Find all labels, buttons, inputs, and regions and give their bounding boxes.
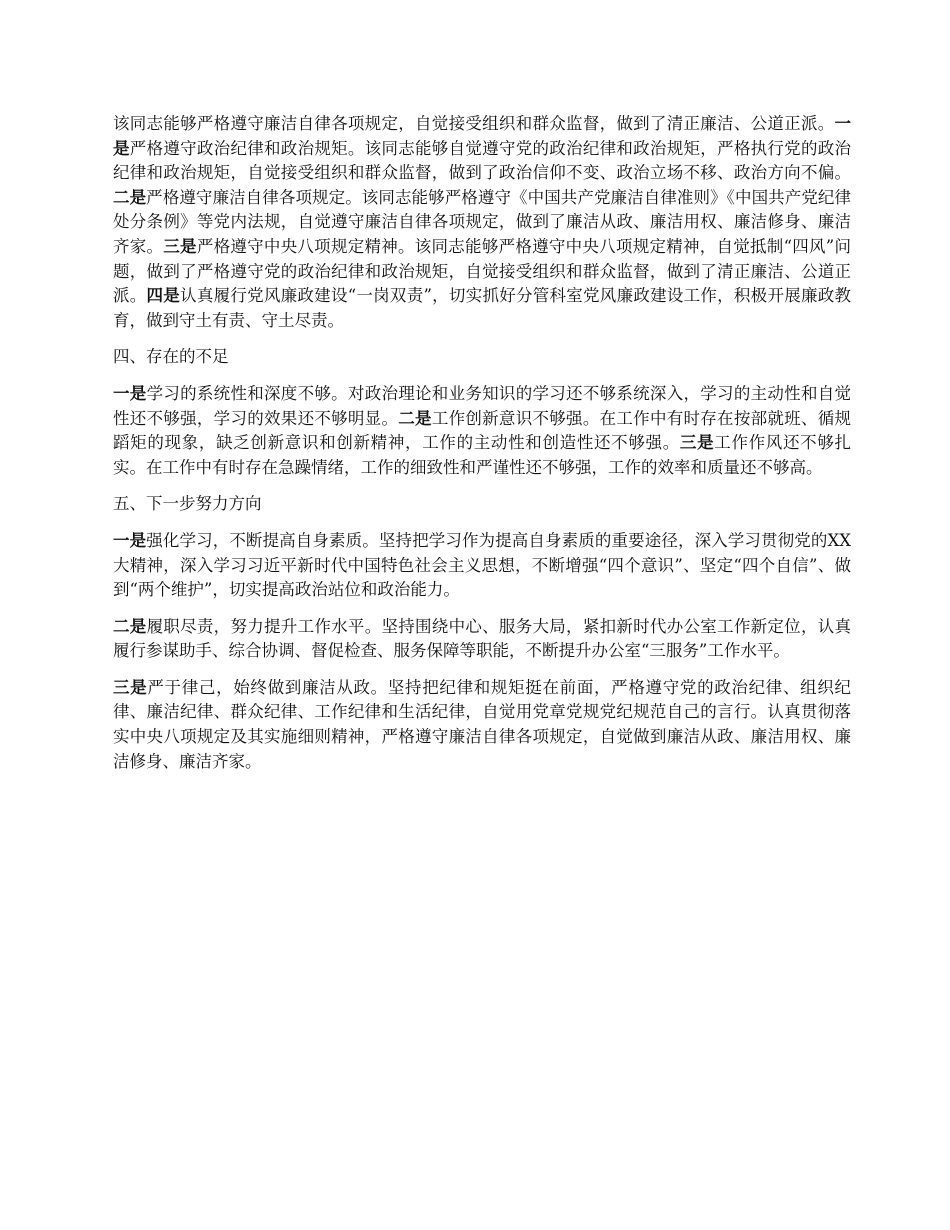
point-marker-1: 一是 bbox=[113, 383, 147, 403]
point-marker: 三是 bbox=[113, 677, 148, 697]
point-marker-3: 三是 bbox=[163, 236, 197, 256]
point-marker-2: 二是 bbox=[113, 187, 147, 207]
point-text-2: 严格遵守廉洁自律各项规定。该同志能够严格遵守《中国共产党廉洁自律准则》《中国共产党纪律处分条例》等党内法规，自觉遵守廉洁自律各项规定，做到了廉洁从政、廉洁用权、廉洁修身、廉洁齐家。 bbox=[113, 187, 852, 256]
point-text: 强化学习，不断提高自身素质。坚持把学习作为提高自身素质的重要途径，深入学习贯彻党的XX大精神，深入学习习近平新时代中国特色社会主义思想，不断增强“四个意识”、坚定“四个自信”、做到“两个维护”，切实提高政治站位和政治能力。 bbox=[113, 530, 851, 600]
section-heading-shortcomings: 四、存在的不足 bbox=[113, 347, 229, 367]
point-text-1: 学习的系统性和深度不够。对政治理论和业务知识的学习还不够系统深入，学习的主动性和自觉性还不够强，学习的效果还不够明显。 bbox=[113, 383, 852, 428]
point-marker-4: 四是 bbox=[146, 286, 181, 306]
point-text-2: 工作创新意识不够强。在工作中有时存在按部就班、循规蹈矩的现象，缺乏创新意识和创新精神，工作的主动性和创造性还不够强。 bbox=[113, 408, 852, 453]
section-heading-next-steps: 五、下一步努力方向 bbox=[113, 494, 262, 514]
document-page bbox=[113, 112, 851, 786]
point-text-4: 认真履行党风廉政建设“一岗双责”，切实抓好分管科室党风廉政建设工作，积极开展廉政教育，做到守土有责、守土尽责。 bbox=[113, 286, 852, 330]
point-text: 履职尽责，努力提升工作水平。坚持围绕中心、服务大局，紧扣新时代办公室工作新定位，认真履行参谋助手、综合协调、督促检查、服务保障等职能，不断提升办公室“三服务”工作水平。 bbox=[113, 616, 852, 661]
next-step-paragraph-3 bbox=[113, 676, 851, 774]
point-marker: 一是 bbox=[113, 530, 147, 550]
next-step-paragraph-1 bbox=[113, 529, 851, 603]
point-text-3: 严格遵守中央八项规定精神。该同志能够严格遵守中央八项规定精神，自觉抵制“四风”问题，做到了严格遵守党的政治纪律和政治规矩，自觉接受组织和群众监督，做到了清正廉洁、公道正派。 bbox=[113, 236, 852, 306]
next-step-paragraph-2 bbox=[113, 615, 851, 664]
point-marker-1: 一是 bbox=[113, 114, 851, 158]
point-text-3: 工作作风还不够扎实。在工作中有时存在急躁情绪，工作的细致性和严谨性还不够强，工作的效率和质量还不够高。 bbox=[113, 433, 852, 477]
point-marker-3: 三是 bbox=[679, 433, 715, 453]
paragraph-intro: 该同志能够严格遵守廉洁自律各项规定，自觉接受组织和群众监督，做到了清正廉洁、公道正派。 bbox=[113, 114, 835, 133]
point-marker-2: 二是 bbox=[398, 408, 432, 428]
point-text-1: 严格遵守政治纪律和政治规矩。该同志能够自觉遵守党的政治纪律和政治规矩，严格执行党的政治纪律和政治规矩，自觉接受组织和群众监督，做到了政治信仰不变、政治立场不移、政治方向不偏。 bbox=[113, 138, 852, 183]
shortcomings-paragraph bbox=[113, 382, 851, 480]
point-text: 严于律己，始终做到廉洁从政。坚持把纪律和规矩挺在前面，严格遵守党的政治纪律、组织纪律、廉洁纪律、群众纪律、工作纪律和生活纪律，自觉用党章党规党纪规范自己的言行。认真贯彻落实中央八项规定及其实施细则精神，严格遵守廉洁自律各项规定，自觉做到廉洁从政、廉洁用权、廉洁修身、廉洁齐家。 bbox=[113, 677, 852, 771]
integrity-paragraph bbox=[113, 112, 851, 333]
point-marker: 二是 bbox=[113, 616, 147, 636]
